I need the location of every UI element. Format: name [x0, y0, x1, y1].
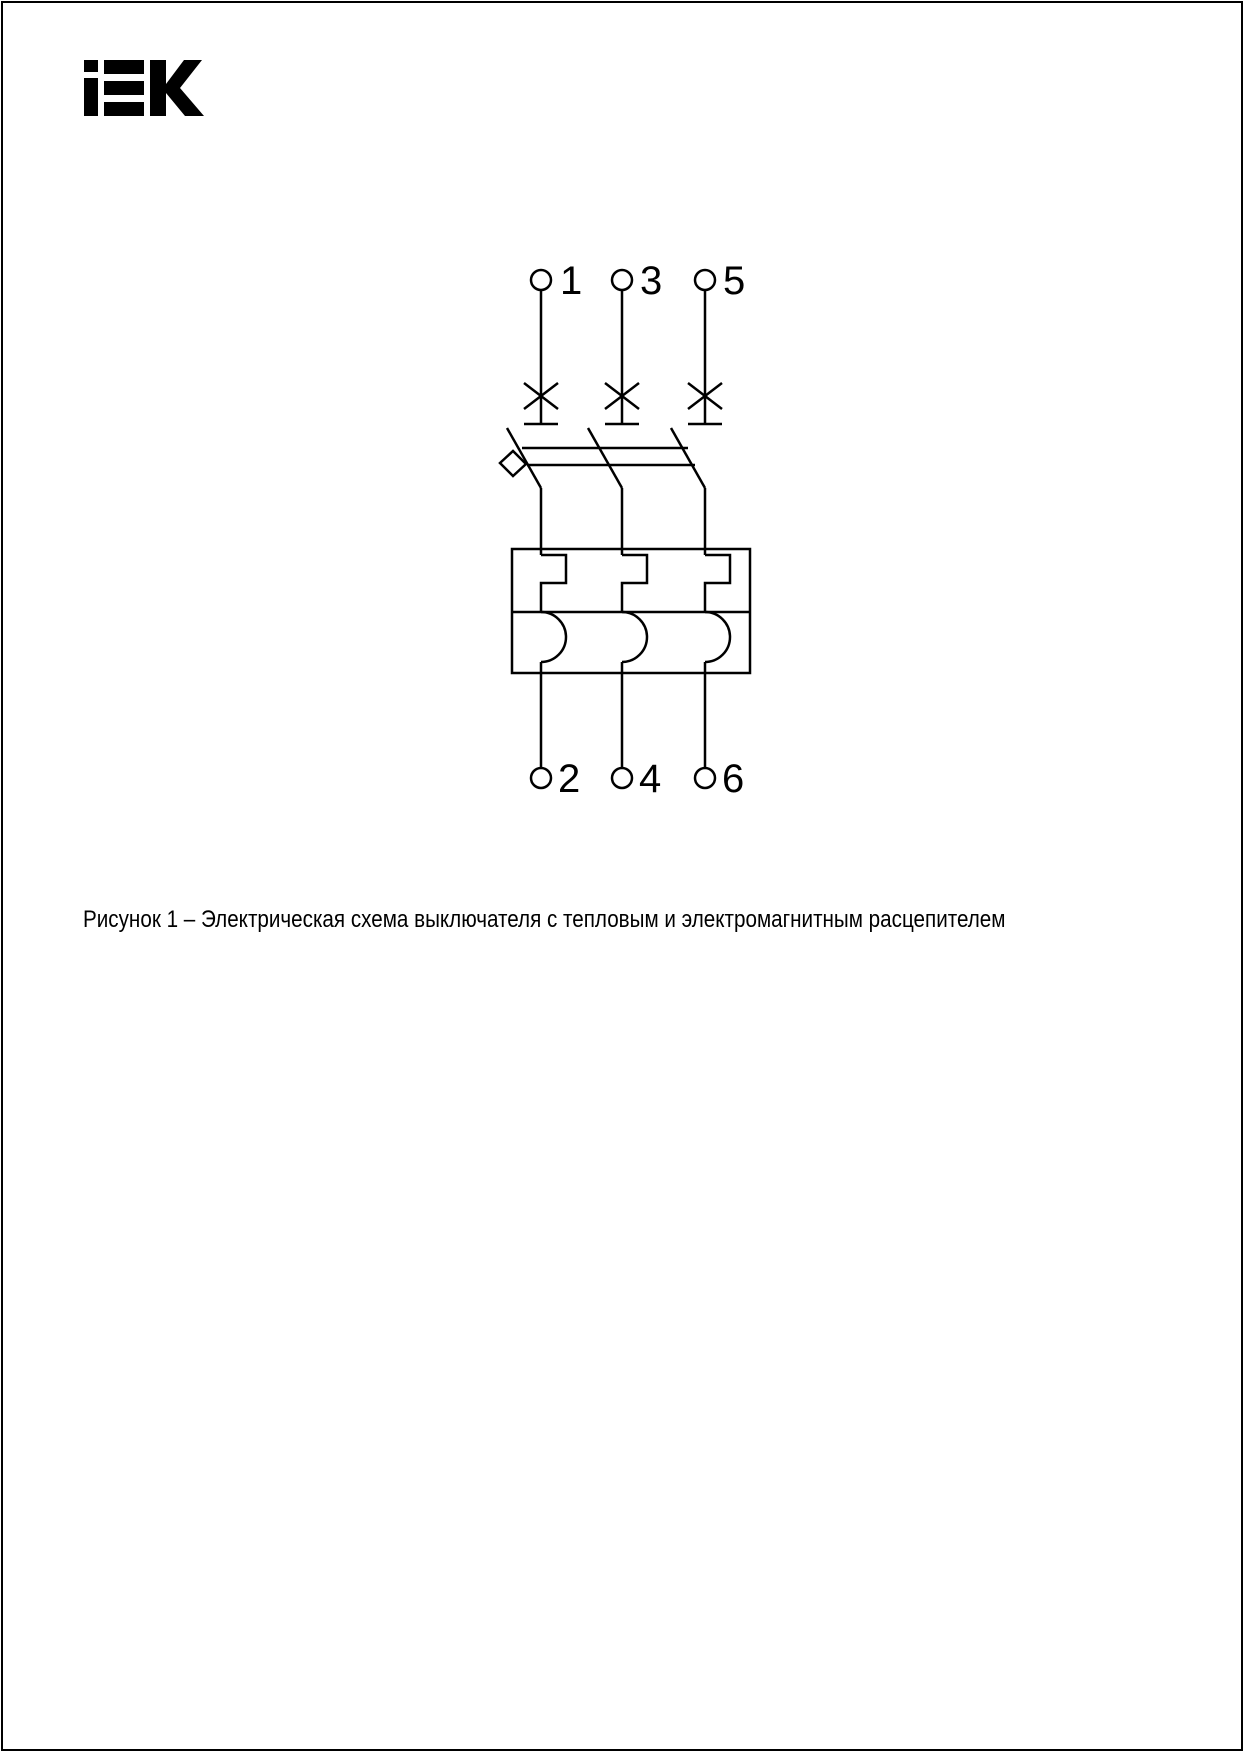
terminal-label-2: 2: [558, 757, 581, 801]
pole-1: [507, 290, 566, 768]
terminal-label-1: 1: [560, 259, 583, 303]
terminal-top-1: [531, 270, 551, 290]
pole-3: [588, 290, 647, 768]
terminal-top-3: [612, 270, 632, 290]
terminal-top-5: [695, 270, 715, 290]
terminal-bottom-2: [531, 768, 551, 788]
terminal-label-5: 5: [723, 259, 746, 303]
terminal-label-6: 6: [722, 757, 745, 801]
figure-caption: Рисунок 1 – Электрическая схема выключателя с тепловым и электромагнитным расцепителем: [83, 906, 1006, 933]
terminal-label-3: 3: [640, 259, 663, 303]
terminal-bottom-6: [695, 768, 715, 788]
pole-5: [671, 290, 730, 768]
terminal-label-4: 4: [639, 757, 662, 801]
terminal-bottom-4: [612, 768, 632, 788]
